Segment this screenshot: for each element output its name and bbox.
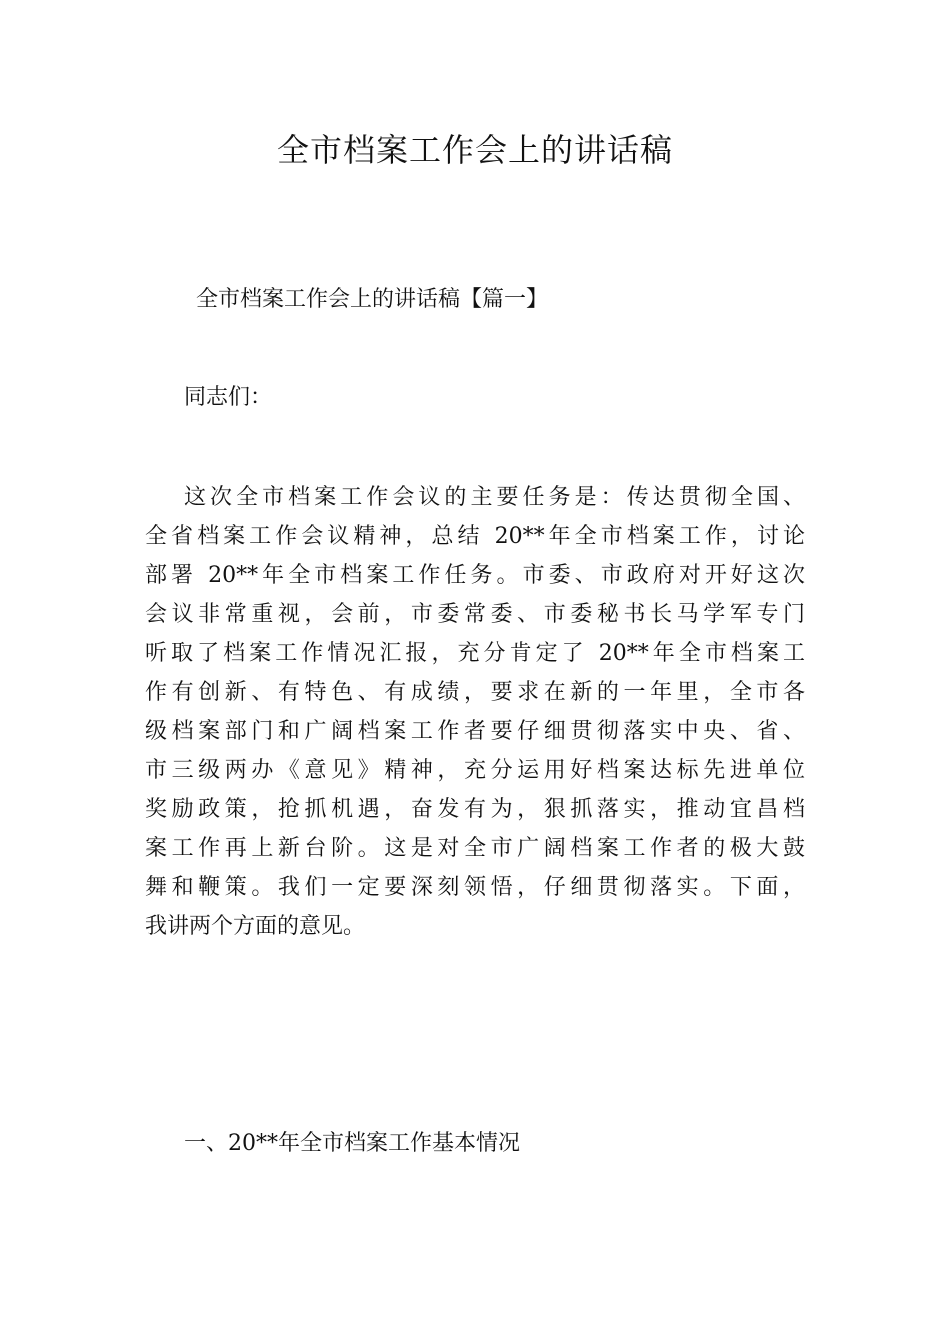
paragraph-line: 奖励政策，抢抓机遇，奋发有为，狠抓落实，推动宜昌档: [145, 797, 805, 822]
paragraph-line: 市三级两办《意见》精神，充分运用好档案达标先进单位: [145, 758, 805, 783]
paragraph-line: 全省档案工作会议精神，总结 20**年全市档案工作，讨论: [145, 524, 805, 549]
paragraph-line: 案工作再上新台阶。这是对全市广阔档案工作者的极大鼓: [145, 836, 805, 861]
paragraph-line: 我讲两个方面的意见。: [145, 914, 366, 939]
paragraph-line: 会议非常重视，会前，市委常委、市委秘书长马学军专门: [145, 602, 805, 627]
paragraph-line: 作有创新、有特色、有成绩，要求在新的一年里，全市各: [145, 680, 805, 705]
paragraph-line: 这次全市档案工作会议的主要任务是：传达贯彻全国、: [184, 485, 805, 510]
section-heading: 一、20**年全市档案工作基本情况: [184, 1131, 520, 1156]
paragraph-line: 听取了档案工作情况汇报，充分肯定了 20**年全市档案工: [145, 641, 805, 666]
body-paragraph: [145, 478, 805, 946]
document-title: 全市档案工作会上的讲话稿: [276, 131, 673, 169]
document-subtitle: 全市档案工作会上的讲话稿【篇一】: [196, 287, 549, 312]
paragraph-line: 舞和鞭策。我们一定要深刻领悟，仔细贯彻落实。下面，: [145, 875, 805, 900]
greeting: 同志们：: [184, 385, 273, 410]
paragraph-line: 部署 20**年全市档案工作任务。市委、市政府对开好这次: [145, 563, 805, 588]
paragraph-line: 级档案部门和广阔档案工作者要仔细贯彻落实中央、省、: [145, 719, 805, 744]
